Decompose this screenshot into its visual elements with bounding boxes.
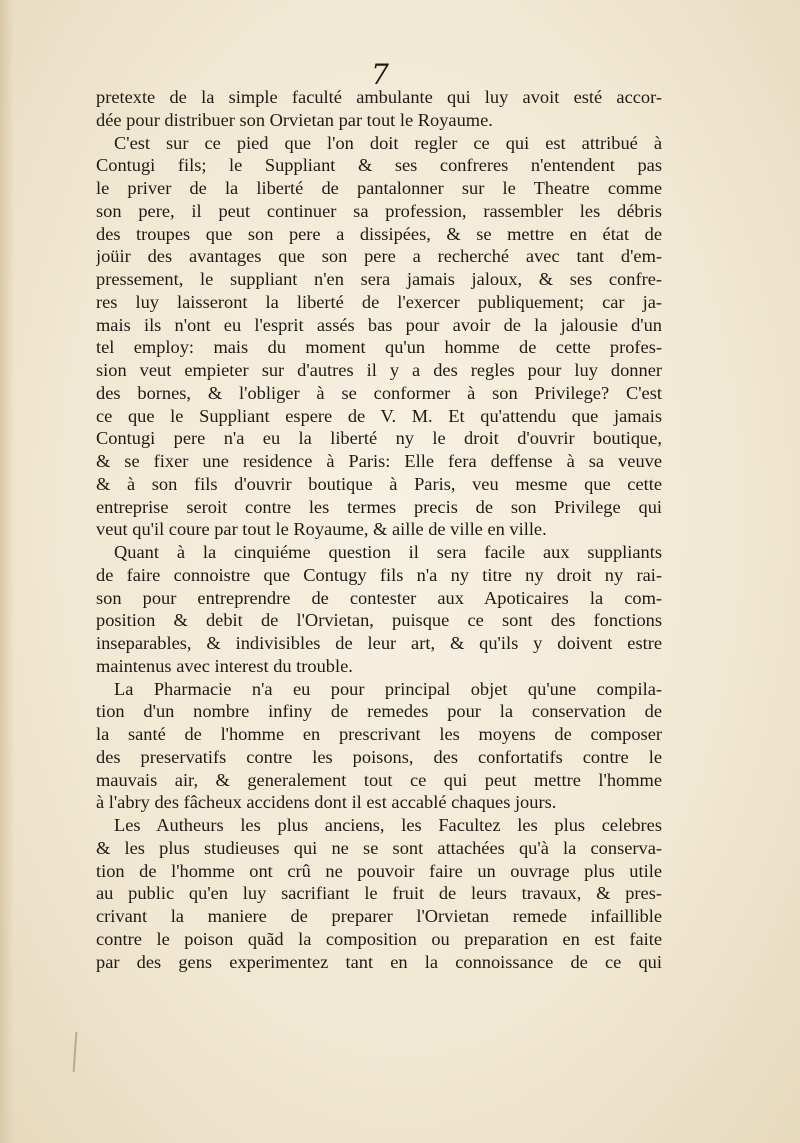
page-number: 7 [371,58,389,91]
text-line: de faire connoistre que Contugy fils n'a ny titre ny droit ny rai- [96,564,662,585]
text-line: La Pharmacie n'a eu pour principal objet qu'une compila- [114,678,662,699]
text-line: contre le poison quãd la composition ou preparation en est faite [96,928,662,949]
text-line: res luy laisseront la liberté de l'exercer publiquement; car ja- [96,291,662,312]
text-line: sion veut empieter sur d'autres il y a des regles pour luy donner [96,360,662,380]
text-line: des bornes, & l'obliger à se conformer à son Privilege? C'est [96,382,662,403]
text-line: la santé de l'homme en prescrivant les moyens de composer [96,724,662,744]
text-line: position & debit de l'Orvietan, puisque ce sont des fonctions [96,610,662,631]
text-line: veut qu'il coure par tout le Royaume, & aille de ville en ville. [96,519,547,540]
text-line: tion de l'homme ont crû ne pouvoir faire un ouvrage plus utile [96,860,662,881]
text-line: pretexte de la simple faculté ambulante qui luy avoit esté accor- [96,87,662,107]
text-line: Contugi pere n'a eu la liberté ny le droit d'ouvrir boutique, [96,428,662,449]
text-line: tel employ: mais du moment qu'un homme de cette profes- [96,337,662,358]
text-line: & se fixer une residence à Paris: Elle fera deffense à sa veuve [96,451,662,471]
text-line: son pere, il peut continuer sa profession, rassembler les débris [96,200,662,221]
text-line: mais ils n'ont eu l'esprit assés bas pour avoir de la jalousie d'un [96,314,662,335]
text-line: Quant à la cinquiéme question il sera facile aux suppliants [114,542,662,562]
text-line: ce que le Suppliant espere de V. M. Et qu'attendu que jamais [96,405,662,426]
text-line: joüir des avantages que son pere a recherché avec tant d'em- [96,246,662,267]
margin-pencil-mark [73,1032,78,1072]
page-edge-shadow [0,0,14,1143]
text-line: inseparables, & indivisibles de leur art, & qu'ils y doivent estre [96,633,662,653]
text-line: pressement, le suppliant n'en sera jamais jaloux, & ses confre- [96,269,662,289]
text-line: dée pour distribuer son Orvietan par tout le Royaume. [96,109,493,130]
text-line: des troupes que son pere a dissipées, & se mettre en état de [96,223,662,244]
text-line: maintenus avec interest du trouble. [96,655,353,676]
body-text [96,86,662,973]
text-line: & les plus studieuses qui ne se sont attachées qu'à la conserva- [96,837,662,858]
text-line: son pour entreprendre de contester aux Apoticaires la com- [96,587,662,608]
text-line: des preservatifs contre les poisons, des confortatifs contre le [96,746,662,767]
text-line: entreprise seroit contre les termes precis de son Privilege qui [96,496,662,517]
text-line: C'est sur ce pied que l'on doit regler ce qui est attribué à [114,132,662,153]
text-line: mauvais air, & generalement tout ce qui peut mettre l'homme [96,769,662,790]
text-line: le priver de la liberté de pantalonner sur le Theatre comme [96,178,662,198]
text-line: tion d'un nombre infiny de remedes pour la conservation de [96,701,662,722]
text-line: au public qu'en luy sacrifiant le fruit de leurs travaux, & pres- [96,883,662,904]
text-line: & à son fils d'ouvrir boutique à Paris, veu mesme que cette [96,473,662,494]
text-line: à l'abry des fâcheux accidens dont il est accablé chaques jours. [96,792,557,813]
text-line: Contugi fils; le Suppliant & ses confreres n'entendent pas [96,155,662,176]
text-line: crivant la maniere de preparer l'Orvietan remede infaillible [96,906,662,926]
text-line: Les Autheurs les plus anciens, les Facultez les plus celebres [114,815,662,835]
text-line: par des gens experimentez tant en la connoissance de ce qui [96,951,662,972]
